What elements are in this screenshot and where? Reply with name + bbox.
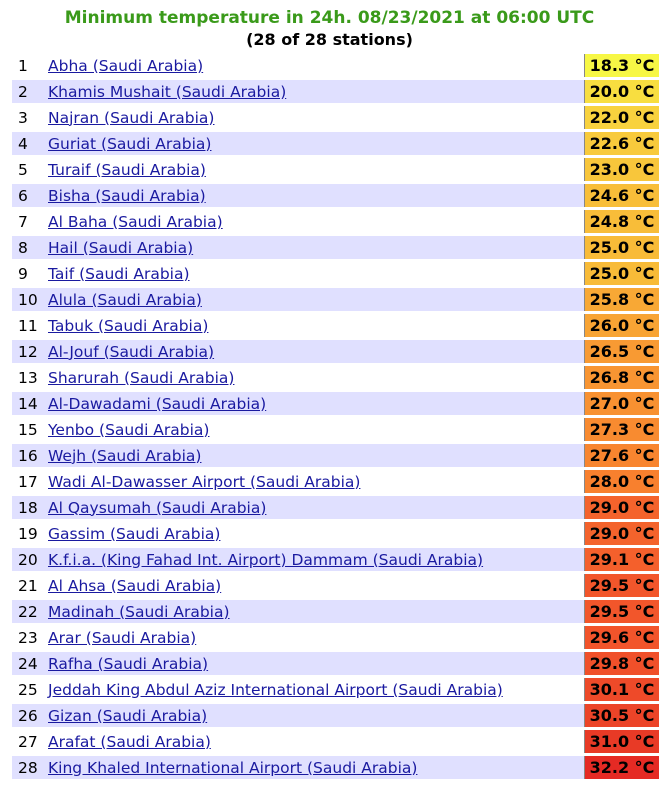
temperature-cell: 24.6 °C <box>584 184 659 207</box>
station-link[interactable]: Jeddah King Abdul Aziz International Airport (Saudi Arabia) <box>48 680 503 699</box>
temperature-cell: 27.3 °C <box>584 418 659 441</box>
table-row <box>12 340 659 363</box>
temperature-cell: 22.0 °C <box>584 106 659 129</box>
table-row <box>12 470 659 493</box>
station-cell <box>48 444 584 467</box>
rank-cell: 12 <box>12 340 48 363</box>
station-cell <box>48 262 584 285</box>
table-row <box>12 756 659 779</box>
station-link[interactable]: Al Baha (Saudi Arabia) <box>48 212 223 231</box>
station-cell <box>48 288 584 311</box>
station-cell <box>48 340 584 363</box>
station-cell <box>48 392 584 415</box>
rank-cell: 7 <box>12 210 48 233</box>
rank-cell: 14 <box>12 392 48 415</box>
rank-cell: 24 <box>12 652 48 675</box>
rank-cell: 17 <box>12 470 48 493</box>
station-cell <box>48 496 584 519</box>
temperature-cell: 31.0 °C <box>584 730 659 753</box>
rank-cell: 23 <box>12 626 48 649</box>
temperature-table <box>12 51 659 782</box>
table-row <box>12 444 659 467</box>
station-link[interactable]: Bisha (Saudi Arabia) <box>48 186 206 205</box>
temperature-cell: 30.1 °C <box>584 678 659 701</box>
station-cell <box>48 548 584 571</box>
temperature-cell: 18.3 °C <box>584 54 659 77</box>
station-cell <box>48 418 584 441</box>
station-cell <box>48 184 584 207</box>
station-link[interactable]: Khamis Mushait (Saudi Arabia) <box>48 82 287 101</box>
rank-cell: 20 <box>12 548 48 571</box>
station-cell <box>48 704 584 727</box>
rank-cell: 6 <box>12 184 48 207</box>
table-row <box>12 262 659 285</box>
rank-cell: 25 <box>12 678 48 701</box>
rank-cell: 28 <box>12 756 48 779</box>
rank-cell: 8 <box>12 236 48 259</box>
table-row <box>12 392 659 415</box>
temperature-cell: 25.0 °C <box>584 262 659 285</box>
table-row <box>12 106 659 129</box>
temperature-cell: 27.6 °C <box>584 444 659 467</box>
station-link[interactable]: Yenbo (Saudi Arabia) <box>48 420 210 439</box>
station-link[interactable]: Tabuk (Saudi Arabia) <box>48 316 209 335</box>
station-cell <box>48 470 584 493</box>
station-link[interactable]: Abha (Saudi Arabia) <box>48 56 204 75</box>
page-title: Minimum temperature in 24h. 08/23/2021 at 06:00 UTC <box>64 8 595 28</box>
station-cell <box>48 106 584 129</box>
station-link[interactable]: Al-Jouf (Saudi Arabia) <box>48 342 215 361</box>
rank-cell: 18 <box>12 496 48 519</box>
station-cell <box>48 210 584 233</box>
station-link[interactable]: Gizan (Saudi Arabia) <box>48 706 208 725</box>
station-link[interactable]: Rafha (Saudi Arabia) <box>48 654 209 673</box>
rank-cell: 1 <box>12 54 48 77</box>
station-link[interactable]: Taif (Saudi Arabia) <box>48 264 190 283</box>
temperature-cell: 23.0 °C <box>584 158 659 181</box>
station-cell <box>48 600 584 623</box>
station-cell <box>48 132 584 155</box>
station-link[interactable]: Al-Dawadami (Saudi Arabia) <box>48 394 267 413</box>
rank-cell: 4 <box>12 132 48 155</box>
station-link[interactable]: Al Qaysumah (Saudi Arabia) <box>48 498 267 517</box>
station-cell <box>48 54 584 77</box>
table-row <box>12 678 659 701</box>
table-row <box>12 236 659 259</box>
temperature-cell: 25.8 °C <box>584 288 659 311</box>
station-cell <box>48 366 584 389</box>
table-row <box>12 80 659 103</box>
table-row <box>12 210 659 233</box>
station-cell <box>48 574 584 597</box>
station-link[interactable]: Hail (Saudi Arabia) <box>48 238 194 257</box>
station-link[interactable]: Arar (Saudi Arabia) <box>48 628 197 647</box>
station-link[interactable]: Alula (Saudi Arabia) <box>48 290 202 309</box>
temperature-cell: 26.0 °C <box>584 314 659 337</box>
station-link[interactable]: Madinah (Saudi Arabia) <box>48 602 230 621</box>
temperature-cell: 25.0 °C <box>584 236 659 259</box>
table-row <box>12 288 659 311</box>
station-cell <box>48 522 584 545</box>
table-row <box>12 704 659 727</box>
station-link[interactable]: Wadi Al-Dawasser Airport (Saudi Arabia) <box>48 472 361 491</box>
rank-cell: 13 <box>12 366 48 389</box>
table-row <box>12 496 659 519</box>
table-row <box>12 600 659 623</box>
station-cell <box>48 756 584 779</box>
rank-cell: 9 <box>12 262 48 285</box>
temperature-cell: 30.5 °C <box>584 704 659 727</box>
temperature-cell: 29.0 °C <box>584 496 659 519</box>
station-link[interactable]: K.f.i.a. (King Fahad Int. Airport) Dammam (Saudi Arabia) <box>48 550 484 569</box>
table-row <box>12 184 659 207</box>
temperature-cell: 26.8 °C <box>584 366 659 389</box>
station-link[interactable]: Sharurah (Saudi Arabia) <box>48 368 235 387</box>
station-cell <box>48 678 584 701</box>
station-cell <box>48 236 584 259</box>
rank-cell: 26 <box>12 704 48 727</box>
temperature-cell: 27.0 °C <box>584 392 659 415</box>
station-link[interactable]: Al Ahsa (Saudi Arabia) <box>48 576 222 595</box>
rank-cell: 21 <box>12 574 48 597</box>
station-cell <box>48 158 584 181</box>
temperature-cell: 29.5 °C <box>584 574 659 597</box>
station-cell <box>48 652 584 675</box>
station-link[interactable]: Najran (Saudi Arabia) <box>48 108 215 127</box>
temperature-table-body <box>12 54 659 779</box>
temperature-cell: 28.0 °C <box>584 470 659 493</box>
station-link[interactable]: Guriat (Saudi Arabia) <box>48 134 212 153</box>
station-link[interactable]: Arafat (Saudi Arabia) <box>48 732 211 751</box>
table-row <box>12 626 659 649</box>
table-row <box>12 54 659 77</box>
table-row <box>12 418 659 441</box>
table-row <box>12 574 659 597</box>
temperature-cell: 29.6 °C <box>584 626 659 649</box>
temperature-cell: 24.8 °C <box>584 210 659 233</box>
rank-cell: 27 <box>12 730 48 753</box>
station-link[interactable]: Turaif (Saudi Arabia) <box>48 160 206 179</box>
table-row <box>12 652 659 675</box>
rank-cell: 5 <box>12 158 48 181</box>
rank-cell: 3 <box>12 106 48 129</box>
station-link[interactable]: Gassim (Saudi Arabia) <box>48 524 221 543</box>
station-link[interactable]: King Khaled International Airport (Saudi Arabia) <box>48 758 418 777</box>
station-cell <box>48 626 584 649</box>
table-row <box>12 522 659 545</box>
rank-cell: 10 <box>12 288 48 311</box>
temperature-cell: 29.8 °C <box>584 652 659 675</box>
rank-cell: 2 <box>12 80 48 103</box>
rank-cell: 11 <box>12 314 48 337</box>
table-row <box>12 366 659 389</box>
rank-cell: 15 <box>12 418 48 441</box>
temperature-cell: 29.0 °C <box>584 522 659 545</box>
rank-cell: 19 <box>12 522 48 545</box>
table-row <box>12 132 659 155</box>
station-count: (28 of 28 stations) <box>246 30 413 49</box>
temperature-cell: 26.5 °C <box>584 340 659 363</box>
station-cell <box>48 80 584 103</box>
temperature-cell: 22.6 °C <box>584 132 659 155</box>
station-link[interactable]: Wejh (Saudi Arabia) <box>48 446 202 465</box>
table-row <box>12 158 659 181</box>
station-cell <box>48 730 584 753</box>
temperature-cell: 20.0 °C <box>584 80 659 103</box>
table-row <box>12 730 659 753</box>
rank-cell: 22 <box>12 600 48 623</box>
rank-cell: 16 <box>12 444 48 467</box>
table-row <box>12 314 659 337</box>
temperature-cell: 29.1 °C <box>584 548 659 571</box>
temperature-cell: 32.2 °C <box>584 756 659 779</box>
table-row <box>12 548 659 571</box>
station-cell <box>48 314 584 337</box>
temperature-cell: 29.5 °C <box>584 600 659 623</box>
